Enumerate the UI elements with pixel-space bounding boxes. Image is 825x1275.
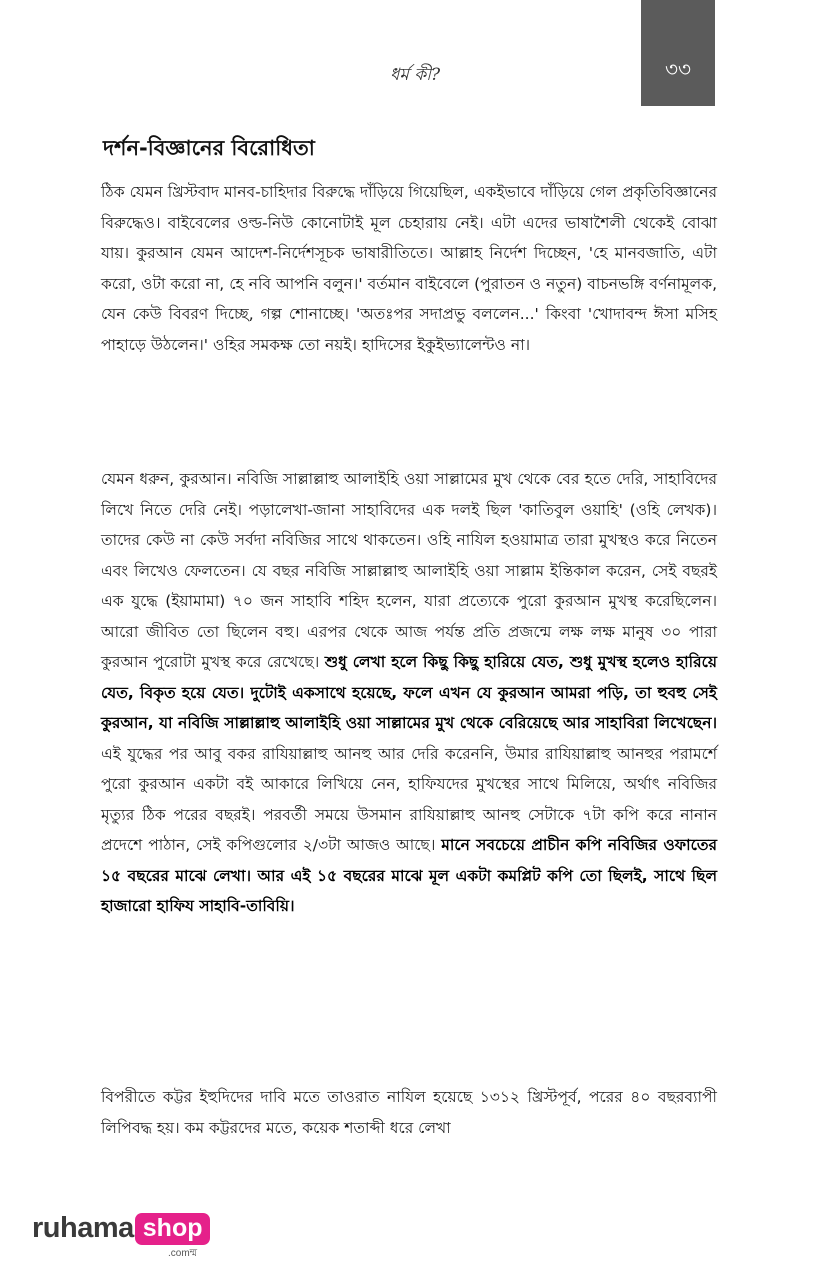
- paragraph-2-text-c: এই যুদ্ধের পর আবু বকর রাযিয়াল্লাহু আনহু আর দেরি করেননি, উমার রাযিয়াল্লাহু আনহুর পরামর্শে পুরো কুরআন একটা বই আকারে লিখিয়ে নেন, হাফিযদের মুখস্থের সাথে মিলিয়ে, অর্থাৎ নবিজির মৃত্যুর ঠিক পরের বছরই। পরবর্তী সময়ে উসমান রাযিয়াল্লাহু আনহু সেটাকে ৭টা কপি করে নানান প্রদেশে পাঠান, সেই কপিগুলোর ২/৩টা আজও আছে।: [101, 744, 717, 854]
- paragraph-2-bold-d: মানে সবচেয়ে প্রাচীন কপি নবিজির ওফাতের ১৫ বছরের মাঝে লেখা। আর এই ১৫ বছরের মাঝে মূল একটা কমপ্লিট কপি তো ছিলই, সাথে ছিল হাজারো হাফিয সাহাবি-তাবিয়ি।: [101, 836, 717, 915]
- section-heading: দর্শন-বিজ্ঞানের বিরোধিতা: [103, 136, 315, 160]
- logo-main-text: ruhama: [32, 1212, 134, 1244]
- paragraph-1: ঠিক যেমন খ্রিস্টবাদ মানব-চাহিদার বিরুদ্ধে দাঁড়িয়ে গিয়েছিল, একইভাবে দাঁড়িয়ে গেল প্রকৃতিবিজ্ঞানের বিরুদ্ধেও। বাইবেলের ওল্ড-নিউ কোনোটাই মূল চেহারায় নেই। এটা এদের ভাষাশৈলী থেকেই বোঝা যায়। কুরআন যেমন আদেশ-নির্দেশসূচক ভাষারীতিতে। আল্লাহ নির্দেশ দিচ্ছেন, 'হে মানবজাতি, এটা করো, ওটা করো না, হে নবি আপনি বলুন।' বর্তমান বাইবেলে (পুরাতন ও নতুন) বাচনভঙ্গি বর্ণনামূলক, যেন কেউ বিবরণ দিচ্ছে, গল্প শোনাচ্ছে। 'অতঃপর সদাপ্রভু বললেন...' কিংবা 'খোদাবন্দ ঈসা মসিহ পাহাড়ে উঠলেন।' ওহির সমকক্ষ তো নয়ই। হাদিসের ইকুইভ্যালেন্টও না।: [101, 183, 717, 354]
- running-title: ধর্ম কী?: [389, 65, 441, 85]
- logo-shop-badge: shop: [135, 1213, 211, 1245]
- paragraph-2-text-a: যেমন ধরুন, কুরআন। নবিজি সাল্লাল্লাহু আলাইহি ওয়া সাল্লামের মুখ থেকে বের হতে দেরি, সাহাবিদের লিখে নিতে দেরি নেই। পড়ালেখা-জানা সাহাবিদের এক দলই ছিল 'কাতিবুল ওয়াহি' (ওহি লেখক)। তাদের কেউ না কেউ সর্বদা নবিজির সাথে থাকতেন। ওহি নাযিল হওয়ামাত্র তারা মুখস্থও করে নিতেন এবং লিখেও ফেলতেন। যে বছর নবিজি সাল্লাল্লাহু আলাইহি ওয়া সাল্লাম ইন্তিকাল করেন, সেই বছরই এক যুদ্ধে (ইয়ামামা) ৭০ জন সাহাবি শহিদ হলেন, যারা প্রত্যেকে পুরো কুরআন মুখস্থ করেছিলেন। আরো জীবিত তো ছিলেন বহু। এরপর থেকে আজ পর্যন্ত প্রতি প্রজন্মে লক্ষ লক্ষ মানুষ ৩০ পারা কুরআন পুরোটা মুখস্থ করে রেখেছে।: [101, 470, 717, 671]
- paragraph-2: [101, 464, 717, 922]
- logo-domain-text: .comম্ম: [168, 1248, 198, 1259]
- paragraph-3: বিপরীতে কট্টর ইহুদিদের দাবি মতে তাওরাত নাযিল হয়েছে ১৩১২ খ্রিস্টপূর্ব, পরের ৪০ বছরব্যাপী লিপিবদ্ধ হয়। কম কট্টরদের মতে, কয়েক শতাব্দী ধরে লেখা: [101, 1088, 717, 1137]
- page-number-tab: [641, 0, 715, 106]
- page-number: ৩৩: [664, 57, 691, 81]
- paragraph-2-bold-b: শুধু লেখা হলে কিছু কিছু হারিয়ে যেত, শুধু মুখস্থ হলেও হারিয়ে যেত, বিকৃত হয়ে যেত। দুটোই একসাথে হয়েছে, ফলে এখন যে কুরআন আমরা পড়ি, তা হুবহু সেই কুরআন, যা নবিজি সাল্লাল্লাহু আলাইহি ওয়া সাল্লামের মুখ থেকে বেরিয়েছে আর সাহাবিরা লিখেছেন।: [101, 653, 717, 732]
- ruhama-shop-logo: [32, 1212, 210, 1259]
